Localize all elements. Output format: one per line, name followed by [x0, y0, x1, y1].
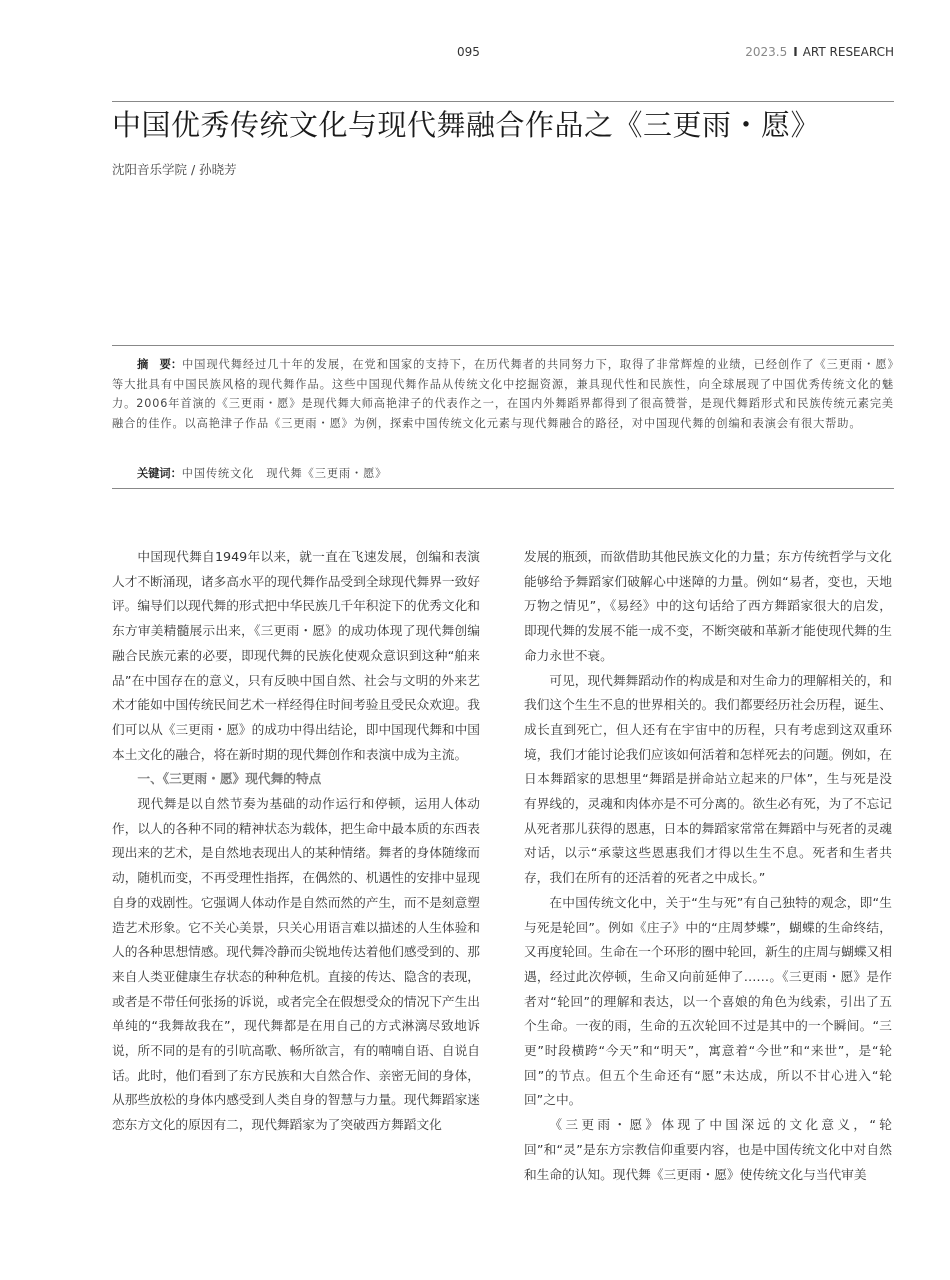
author-line: 沈阳音乐学院 / 孙晓芳	[112, 162, 237, 177]
abstract-bottom-rule	[112, 488, 894, 489]
abstract-top-rule	[112, 345, 894, 346]
body-paragraph: 《三更雨・愿》体现了中国深远的文化意义，“轮回”和“灵”是东方宗教信仰重要内容，也是中国传统文化中对自然和生命的认知。现代舞《三更雨・愿》使传统文化与当代审美	[524, 1117, 892, 1182]
section-heading: 一、《三更雨・愿》现代舞的特点	[137, 771, 322, 787]
keywords-label: 关键词：	[137, 467, 182, 480]
body-paragraph: 现代舞是以自然节奏为基础的动作运行和停顿，运用人体动作，以人的各种不同的精神状态为载体，把生命中最本质的东西表现出来的艺术，是自然地表现出人的某种情绪。舞者的身体随缘而动，随机而变，不再受理性指挥，在偶然的、机遇性的安排中显现自身的戏剧性。它强调人体动作是自然而然的产生，而不是刻意塑造艺术形象。它不关心美景，只关心用语言难以描述的人生体验和人的各种思想情感。现代舞冷静而尖锐地传达着他们感受到的、那来自人类亚健康生存状态的种种危机。直接的传达、隐含的表现，或者是不带任何张扬的诉说，或者完全在假想受众的情况下产生出单纯的“我舞故我在”，现代舞都是在用自己的方式淋漓尽致地诉说，所不同的是有的引吭高歌、畅所欲言，有的喃喃自语、自说自话。此时，他们看到了东方民族和大自然合作、亲密无间的身体，从那些放松的身体内感受到人类自身的智慧与力量。现代舞蹈家迷恋东方文化的原因有二，现代舞蹈家为了突破西方舞蹈文化	[112, 796, 480, 1133]
header-separator: I	[793, 45, 798, 59]
body-paragraph: 发展的瓶颈，而欲借助其他民族文化的力量；东方传统哲学与文化能够给予舞蹈家们破解心中迷障的力量。例如“易者，变也，天地万物之情见”，《易经》中的这句话给了西方舞蹈家很大的启发，即现代舞的发展不能一成不变，不断突破和革新才能使现代舞的生命力永世不衰。	[524, 549, 892, 663]
issue-date: 2023.5	[745, 45, 788, 59]
abstract-label: 摘 要：	[137, 358, 183, 371]
left-column	[112, 545, 480, 1138]
running-header	[745, 45, 894, 59]
keywords	[112, 464, 894, 484]
journal-name: ART RESEARCH	[802, 45, 894, 59]
body-paragraph: 可见，现代舞舞蹈动作的构成是和对生命力的理解相关的，和我们这个生生不息的世界相关的。我们都要经历社会历程，诞生、成长直到死亡，但人还有在宇宙中的历程，只有考虑到这双重环境，我们才能讨论我们应该如何活着和怎样死去的问题。例如，在日本舞蹈家的思想里“舞蹈是拼命站立起来的尸体”，生与死是没有界线的，灵魂和肉体亦是不可分离的。欲生必有死，为了不忘记从死者那儿获得的恩惠，日本的舞蹈家常常在舞蹈中与死者的灵魂对话，以示“承蒙这些恩惠我们才得以生生不息。死者和生者共存，我们在所有的还活着的死者之中成长。”	[524, 672, 892, 886]
page-number: 095	[457, 45, 480, 59]
body-paragraph: 在中国传统文化中，关于“生与死”有自己独特的观念，即“生与死是轮回”。例如《庄子》中的“庄周梦蝶”，蝴蝶的生命终结，又再度轮回。生命在一个环形的圈中轮回，新生的庄周与蝴蝶又相遇，经过此次停顿，生命又向前延伸了……。《三更雨・愿》是作者对“轮回”的理解和表达，以一个喜娘的角色为线索，引出了五个生命。一夜的雨，生命的五次轮回不过是其中的一个瞬间。“三更”时段横跨“今天”和“明天”，寓意着“今世”和“来世”，是“轮回”的节点。但五个生命还有“愿”未达成，所以不甘心进入“轮回”之中。	[524, 894, 892, 1108]
abstract	[112, 355, 894, 433]
right-column	[524, 545, 892, 1187]
keywords-text: 中国传统文化 现代舞《三更雨・愿》	[181, 467, 388, 480]
article-title: 中国优秀传统文化与现代舞融合作品之《三更雨・愿》	[112, 108, 821, 142]
body-paragraph: 中国现代舞自1949年以来，就一直在飞速发展，创编和表演人才不断涌现，诸多高水平的现代舞作品受到全球现代舞界一致好评。编导们以现代舞的形式把中华民族几千年积淀下的优秀文化和东方审美精髓展示出来，《三更雨・愿》的成功体现了现代舞创编融合民族元素的必要，即现代舞的民族化使观众意识到这种“舶来品”在中国存在的意义，只有反映中国自然、社会与文明的外来艺术才能如中国传统民间艺术一样经得住时间考验且受民众欢迎。我们可以从《三更雨・愿》的成功中得出结论，即中国现代舞和中国本土文化的融合，将在新时期的现代舞创作和表演中成为主流。	[112, 549, 480, 762]
title-top-rule	[112, 101, 894, 102]
abstract-text: 中国现代舞经过几十年的发展，在党和国家的支持下，在历代舞者的共同努力下，取得了非常辉煌的业绩，已经创作了《三更雨・愿》等大批具有中国民族风格的现代舞作品。这些中国现代舞作品从传统文化中挖掘资源，兼具现代性和民族性，向全球展现了中国优秀传统文化的魅力。2006年首演的《三更雨・愿》是现代舞大师高艳津子的代表作之一，在国内外舞蹈界都得到了很高赞誉，是现代舞蹈形式和民族传统元素完美融合的佳作。以高艳津子作品《三更雨・愿》为例，探索中国传统文化元素与现代舞融合的路径，对中国现代舞的创编和表演会有很大帮助。	[112, 358, 894, 430]
